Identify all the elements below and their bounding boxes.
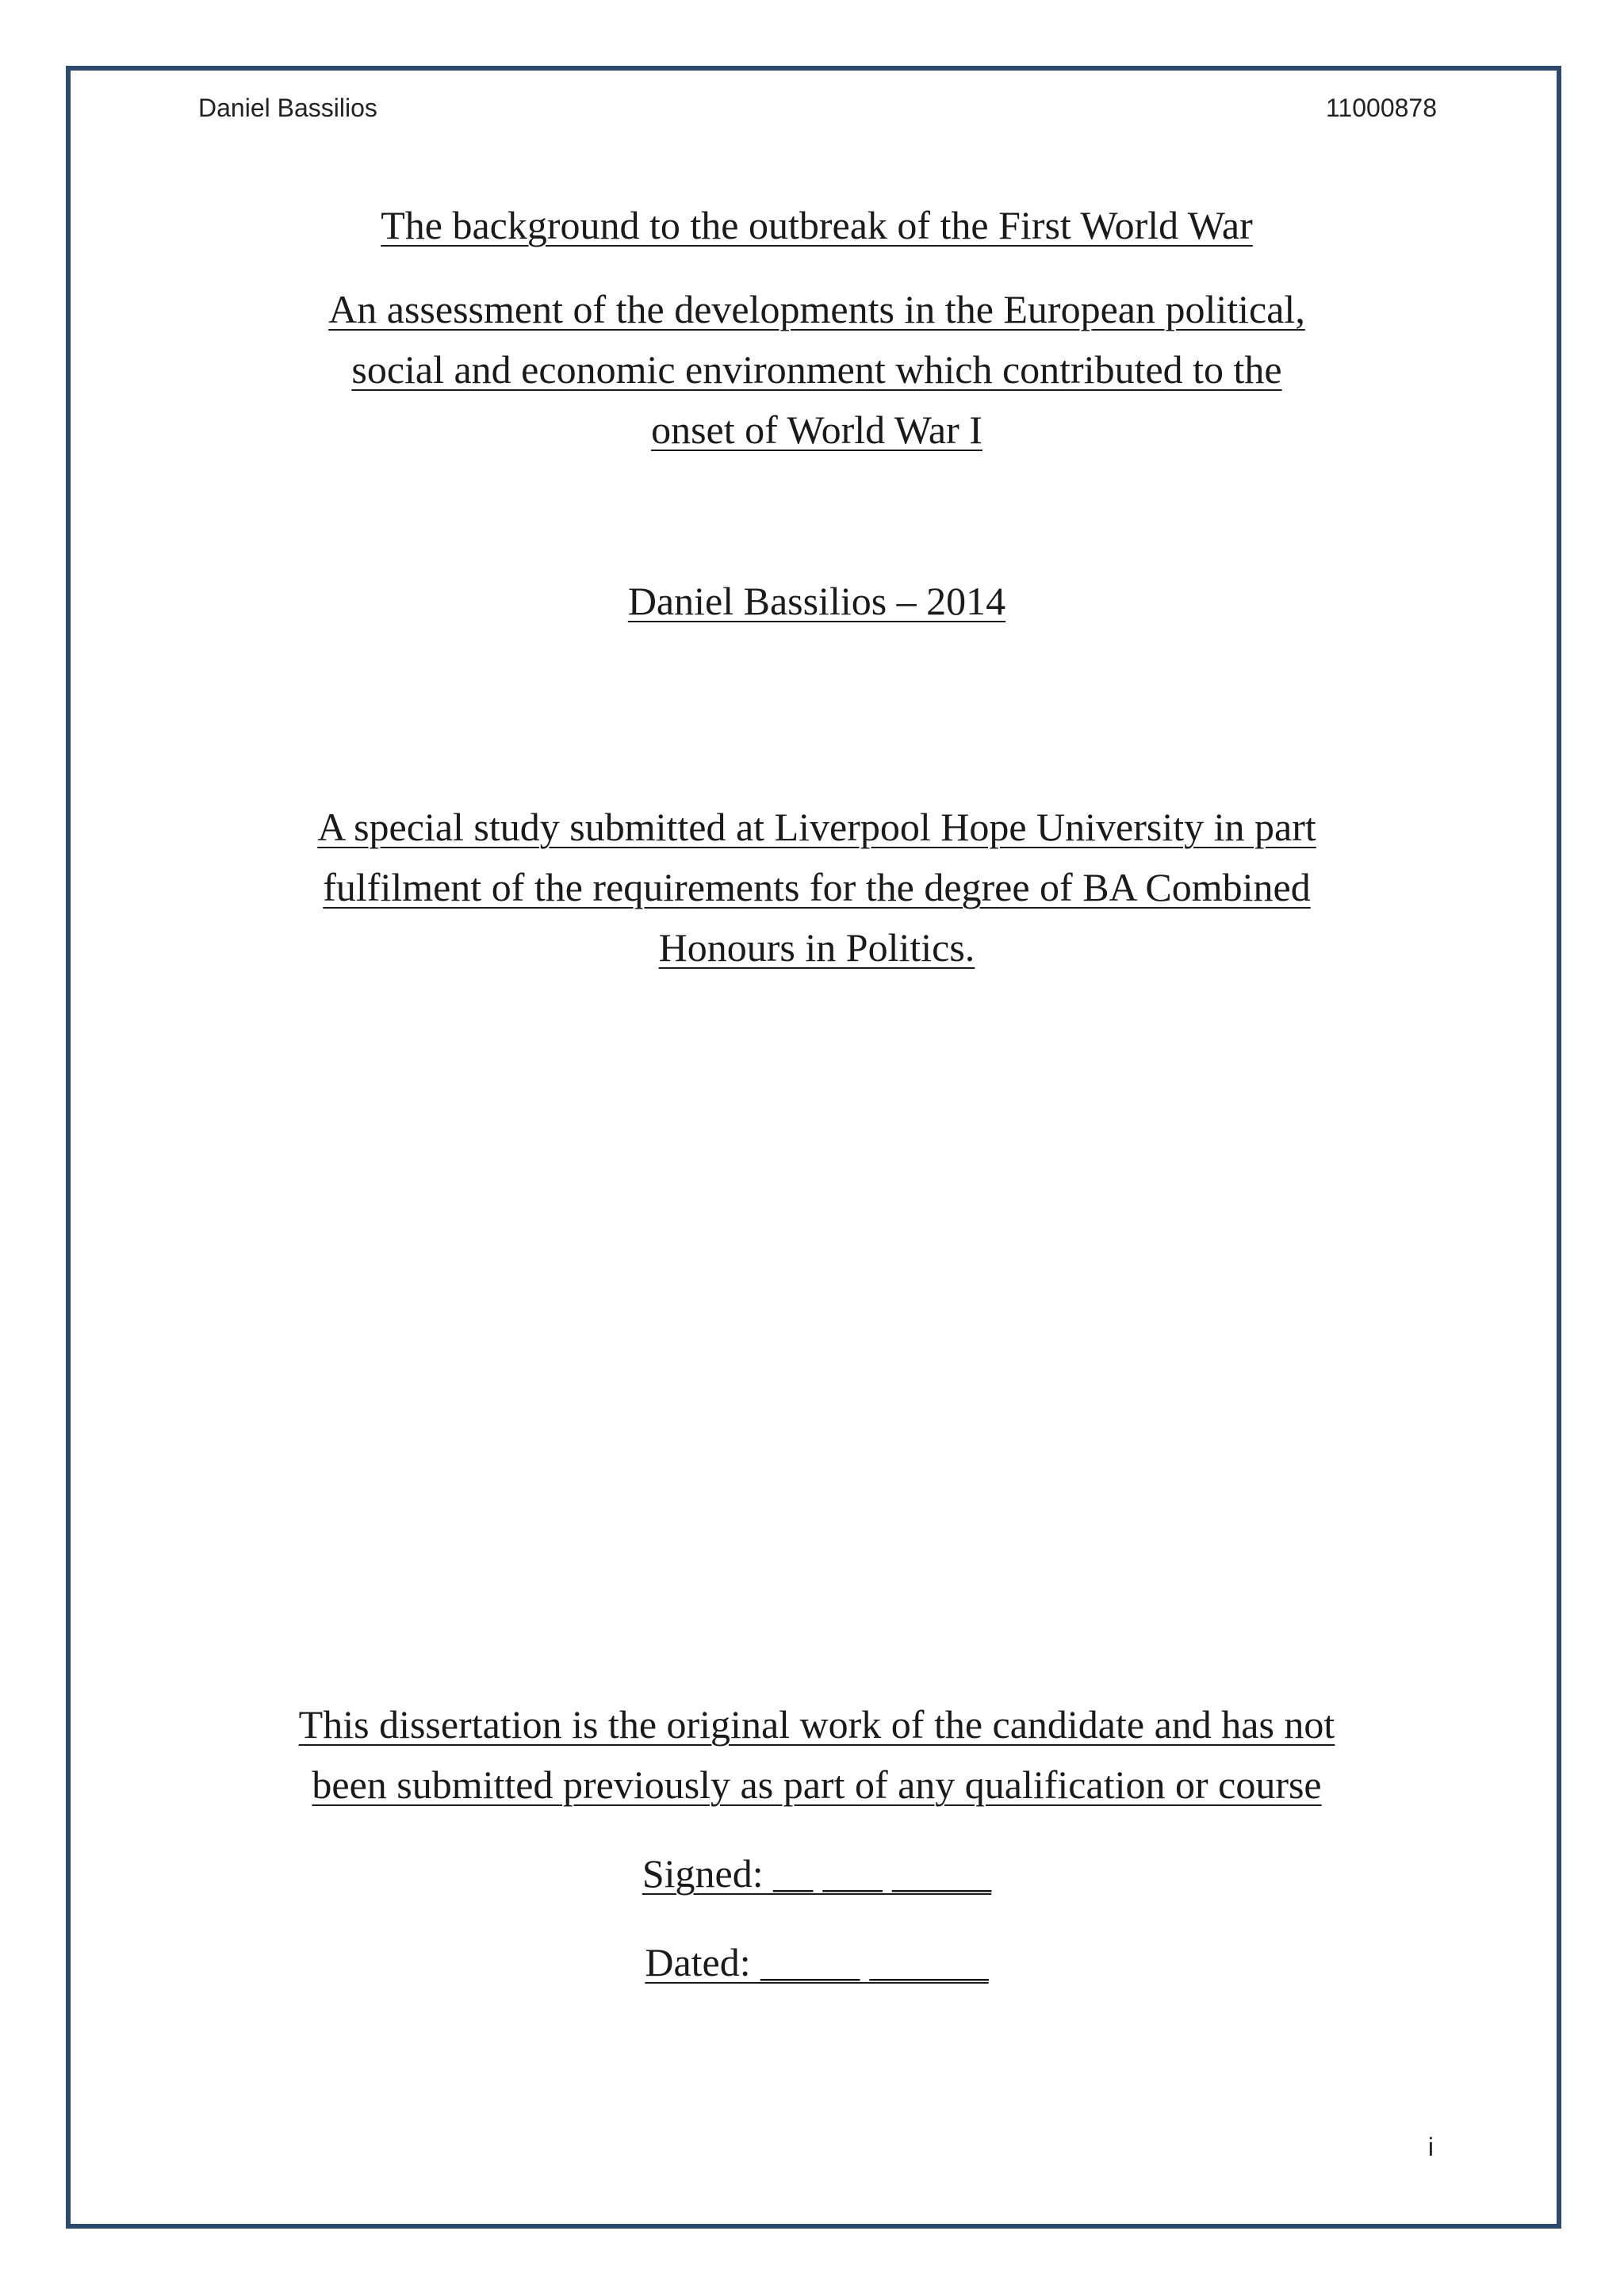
subtitle-line: social and economic environment which contributed to the [351,347,1282,392]
submission-line: fulfilment of the requirements for the degree of BA Combined [323,865,1311,909]
dated-label: Dated: _____ ______ [645,1940,989,1984]
author-year-text: Daniel Bassilios – 2014 [627,579,1006,623]
author-year [198,571,1435,631]
header-author: Daniel Bassilios [198,94,377,122]
signed-field [198,1843,1435,1904]
declaration-line: been submitted previously as part of any qualification or course [312,1762,1322,1807]
header-student-id: 11000878 [1326,94,1437,122]
page-number: i [1427,2133,1434,2161]
submission-line: A special study submitted at Liverpool Hope University in part [317,805,1316,849]
signed-label: Signed: __ ___ _____ [642,1851,992,1896]
title-text: The background to the outbreak of the First World War [381,203,1253,247]
subtitle-line: An assessment of the developments in the European political, [328,287,1305,331]
submission-line: Honours in Politics. [658,925,975,970]
submission-statement [198,797,1435,978]
dissertation-title [198,195,1435,255]
declaration-line: This dissertation is the original work of the candidate and has not [298,1702,1335,1747]
dissertation-subtitle [198,279,1435,460]
originality-declaration [198,1694,1435,1815]
dated-field [198,1932,1435,1992]
subtitle-line: onset of World War I [651,408,982,452]
